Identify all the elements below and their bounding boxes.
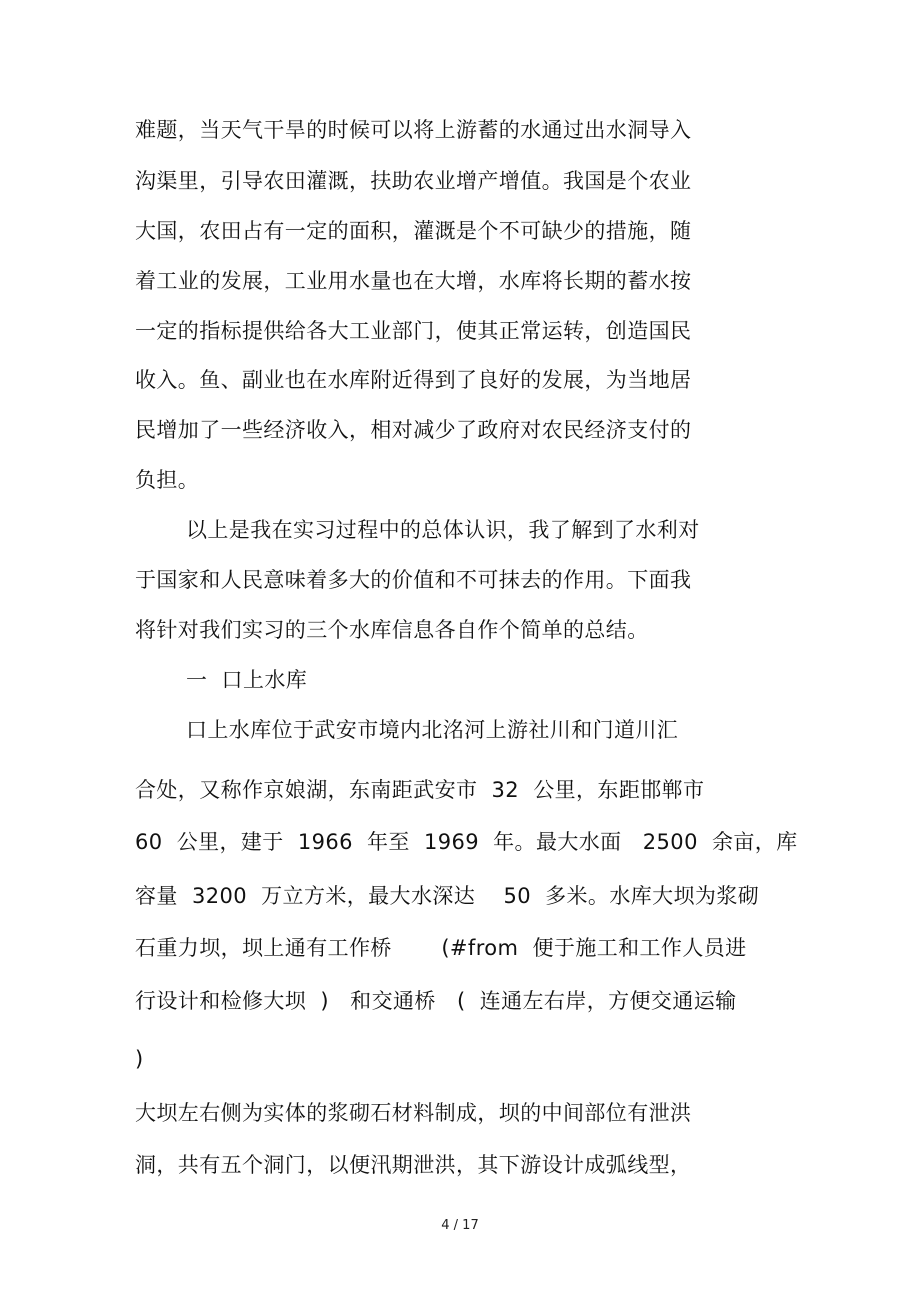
text-line: 将针对我们实习的三个水库信息各自作个简单的总结。 bbox=[135, 618, 649, 642]
text-line: 负担。 bbox=[135, 468, 200, 492]
text-line: 60 公里，建于 1966 年至 1969 年。最大水面 2500 余亩，库 bbox=[135, 830, 798, 854]
text-line: 收入。鱼、副业也在水库附近得到了良好的发展，为当地居 bbox=[135, 368, 692, 392]
text-line: 行设计和检修大坝 ) 和交通桥 ( 连通左右岸，方便交通运输 bbox=[135, 989, 737, 1013]
text-line: 合处，又称作京娘湖，东南距武安市 32 公里，东距邯郸市 bbox=[135, 778, 705, 802]
page-number: 4 / 17 bbox=[441, 1218, 479, 1233]
paragraph-start-line: 口上水库位于武安市境内北洺河上游社川和门道川汇 bbox=[186, 718, 679, 742]
text-line: 洞，共有五个洞门，以便汛期泄洪，其下游设计成弧线型， bbox=[135, 1153, 692, 1177]
text-line: 一定的指标提供给各大工业部门，使其正常运转，创造国民 bbox=[135, 319, 692, 343]
paragraph-start-line: 以上是我在实习过程中的总体认识，我了解到了水利对 bbox=[186, 518, 700, 542]
text-line: ) bbox=[135, 1047, 144, 1071]
text-line: 石重力坝，坝上通有工作桥 (#from 便于施工和工作人员进 bbox=[135, 936, 747, 960]
section-heading: 一 口上水库 bbox=[186, 668, 308, 692]
text-line: 于国家和人民意味着多大的价值和不可抹去的作用。下面我 bbox=[135, 568, 692, 592]
text-line: 大国，农田占有一定的面积，灌溉是个不可缺少的措施，随 bbox=[135, 219, 692, 243]
text-line: 难题，当天气干旱的时候可以将上游蓄的水通过出水洞导入 bbox=[135, 118, 692, 142]
text-line: 沟渠里，引导农田灌溉，扶助农业增产增值。我国是个农业 bbox=[135, 169, 692, 193]
text-line: 容量 3200 万立方米，最大水深达 50 多米。水库大坝为浆砌 bbox=[135, 884, 760, 908]
text-line: 着工业的发展，工业用水量也在大增，水库将长期的蓄水按 bbox=[135, 269, 692, 293]
text-line: 民增加了一些经济收入，相对减少了政府对农民经济支付的 bbox=[135, 418, 692, 442]
text-line: 大坝左右侧为实体的浆砌石材料制成，坝的中间部位有泄洪 bbox=[135, 1101, 692, 1125]
